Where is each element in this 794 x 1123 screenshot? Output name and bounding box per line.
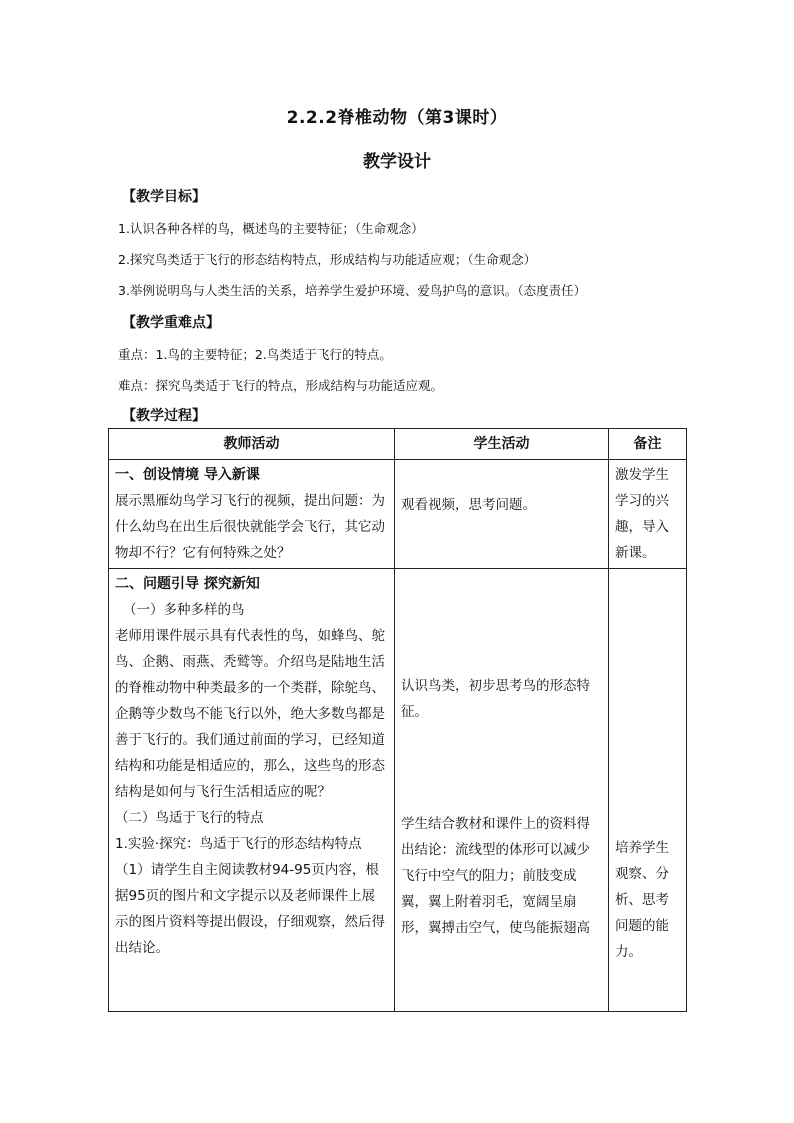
page-title: 2.2.2脊椎动物（第3课时）	[286, 108, 508, 128]
notes-text: 激发学生学习的兴趣，导入新课。	[615, 467, 669, 561]
teacher-activity-text: 展示黑雁幼鸟学习飞行的视频，提出问题：为什么幼鸟在出生后很快就能学会飞行，其它动物却不行？它有何特殊之处？	[115, 493, 385, 561]
student-activity-cell	[395, 569, 609, 1012]
subsection-heading: （一）多种多样的鸟	[123, 602, 245, 618]
column-header-teacher: 教师活动	[109, 429, 395, 460]
key-point-focus: 重点：1.鸟的主要特征；2.鸟类适于飞行的特点。	[118, 347, 392, 362]
objectives-heading: 【教学目标】	[122, 189, 206, 205]
table-row	[109, 460, 687, 569]
process-heading: 【教学过程】	[122, 408, 206, 424]
notes-text: 培养学生观察、分析、思考问题的能力。	[615, 840, 669, 960]
page-subtitle: 教学设计	[363, 152, 431, 172]
notes-cell	[609, 569, 687, 1012]
teacher-activity-text: （1）请学生自主阅读教材94-95页内容，根据95页的图片和文字提示以及老师课件上展示的图片资料等提出假设，仔细观察，然后得出结论。	[115, 862, 385, 956]
objective-item-3: 3.举例说明鸟与人类生活的关系，培养学生爱护环境、爱鸟护鸟的意识。（态度责任）	[118, 283, 587, 298]
column-header-student: 学生活动	[395, 429, 609, 460]
student-activity-text: 学生结合教材和课件上的资料得出结论：流线型的体形可以减少飞行中空气的阻力；前肢变成翼，翼上附着羽毛，宽阔呈扇形，翼搏击空气，使鸟能振翅高	[401, 816, 590, 936]
key-points-heading: 【教学重难点】	[122, 315, 220, 331]
teacher-activity-cell	[109, 460, 395, 569]
subsection-heading: （二）鸟适于飞行的特点	[115, 810, 264, 826]
process-table	[108, 428, 687, 1012]
stage-heading: 一、创设情境 导入新课	[115, 467, 260, 483]
student-activity-cell	[395, 460, 609, 569]
objective-item-1: 1.认识各种各样的鸟，概述鸟的主要特征；（生命观念）	[118, 221, 424, 236]
objective-item-2: 2.探究鸟类适于飞行的形态结构特点，形成结构与功能适应观；（生命观念）	[118, 252, 537, 267]
notes-cell	[609, 460, 687, 569]
key-point-difficulty: 难点：探究鸟类适于飞行的特点，形成结构与功能适应观。	[118, 378, 444, 393]
teacher-activity-text: 老师用课件展示具有代表性的鸟，如蜂鸟、鸵鸟、企鹅、雨燕、秃鹫等。介绍鸟是陆地生活的脊椎动物中种类最多的一个类群，除鸵鸟、企鹅等少数鸟不能飞行以外，绝大多数鸟都是善于飞行的。我们通过前面的学习，已经知道结构和功能是相适应的，那么，这些鸟的形态结构是如何与飞行生活相适应的呢？	[115, 628, 385, 800]
student-activity-text: 观看视频，思考问题。	[401, 497, 536, 513]
table-row	[109, 569, 687, 1012]
stage-heading: 二、问题引导 探究新知	[115, 576, 260, 592]
student-activity-text: 认识鸟类，初步思考鸟的形态特征。	[401, 678, 590, 720]
teacher-activity-text: 1.实验·探究：鸟适于飞行的形态结构特点	[115, 836, 362, 852]
column-header-notes: 备注	[609, 429, 687, 460]
table-header-row	[109, 429, 687, 460]
teacher-activity-cell	[109, 569, 395, 1012]
